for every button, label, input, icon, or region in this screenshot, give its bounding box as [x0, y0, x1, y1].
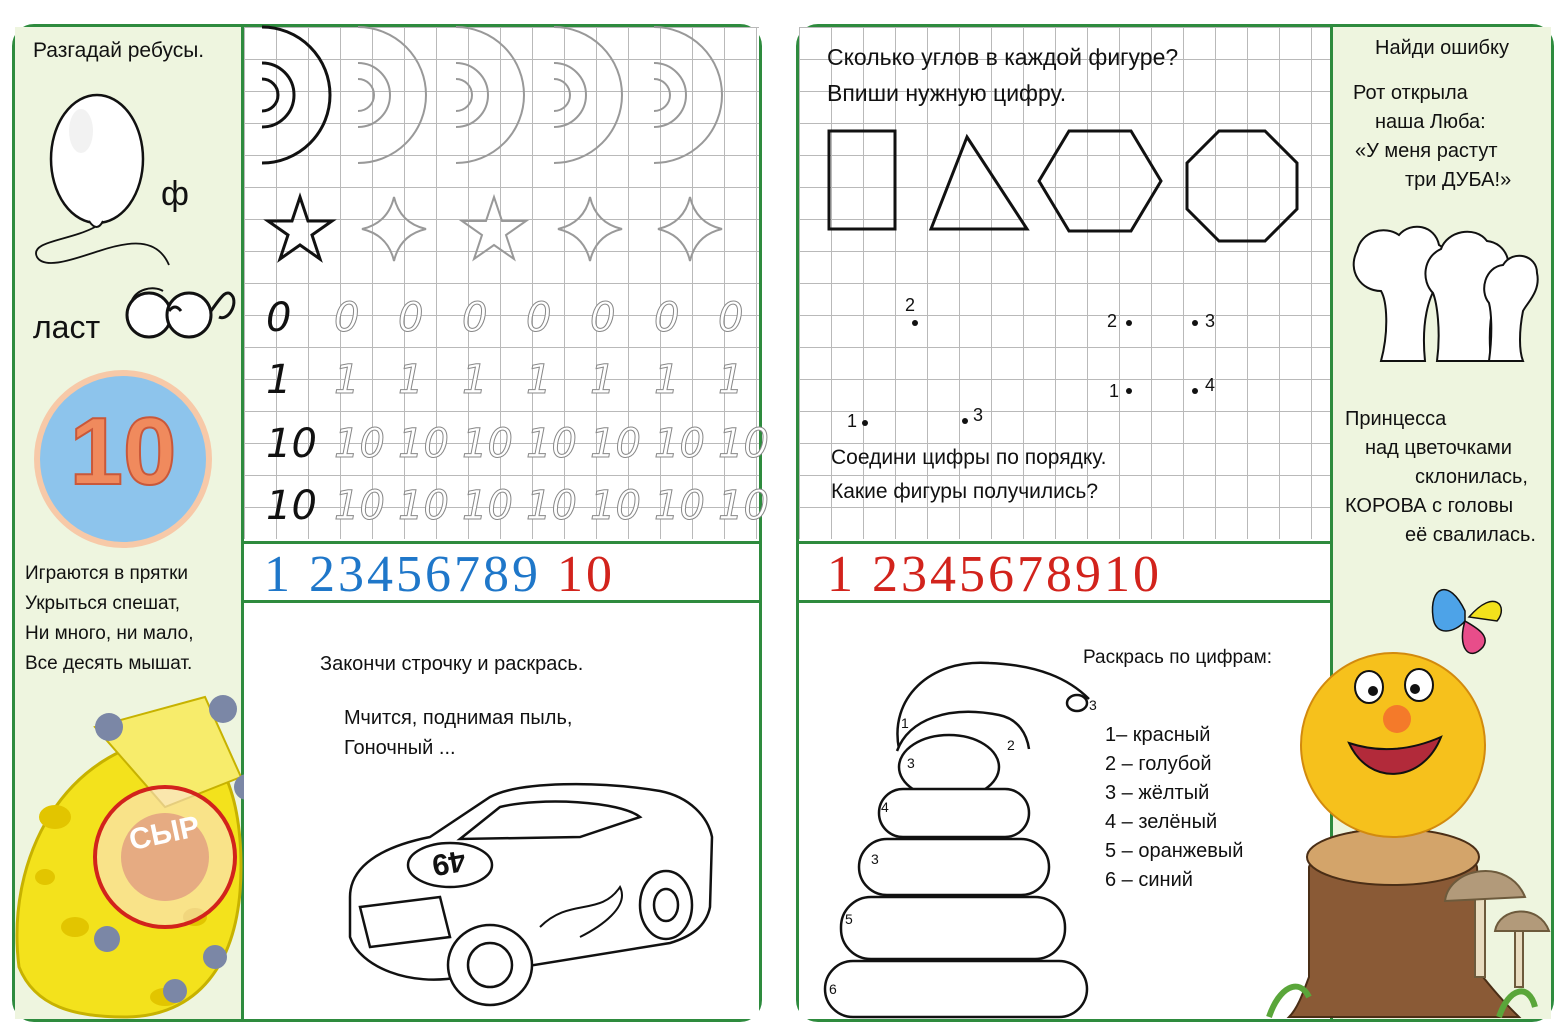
left-page	[12, 24, 769, 1022]
copy-row-trace: 10	[398, 421, 449, 467]
poem	[344, 703, 572, 763]
big-number: 10	[69, 398, 177, 505]
copy-row-trace: 10	[654, 421, 705, 467]
copy-row-trace: 1	[718, 357, 744, 403]
copy-row-trace: 0	[654, 295, 680, 341]
strip-digit: 7	[1017, 546, 1046, 603]
strip-digit: 2	[872, 546, 901, 603]
shapes-row	[799, 117, 1330, 247]
left-number-strip	[244, 541, 759, 603]
kolobok-icon	[1301, 653, 1485, 837]
copy-row-label: 10	[266, 483, 317, 529]
right-number-strip	[799, 541, 1330, 603]
rebus1-letter: ф	[161, 175, 189, 213]
strip-digit: 5	[959, 546, 988, 603]
copy-row-trace: 10	[334, 483, 385, 529]
rectangle-icon	[829, 131, 895, 229]
strip-digit: 7	[454, 546, 483, 603]
copy-row-trace: 1	[654, 357, 680, 403]
task-title: Закончи строчку и раскрась.	[320, 653, 584, 675]
copy-row-trace: 10	[590, 483, 641, 529]
strip-digit: 1	[264, 546, 293, 603]
find-error-title: Найди ошибку	[1375, 37, 1509, 59]
right-grid	[799, 27, 1330, 539]
strip-digit: 9	[512, 546, 541, 603]
copy-row-trace: 1	[590, 357, 616, 403]
strip-digit: 8	[483, 546, 512, 603]
strip-digit: 1	[827, 546, 856, 603]
copy-row-trace: 10	[462, 421, 513, 467]
strip-digit: 3	[338, 546, 367, 603]
car-icon	[340, 777, 720, 1007]
riddle-line: Укрыться спешат,	[25, 593, 181, 614]
copy-row-trace: 10	[590, 421, 641, 467]
poem-line: КОРОВА с головы	[1345, 495, 1514, 517]
dot-label: 4	[1205, 375, 1216, 395]
color-title: Раскрась по цифрам:	[1083, 647, 1272, 668]
legend-item: 2 – голубой	[1105, 753, 1212, 775]
poem-line: Мчится, поднимая пыль,	[344, 707, 573, 729]
strip-digit: 2	[309, 546, 338, 603]
stump-icon	[1269, 829, 1535, 1017]
poem-line: Гоночный ...	[344, 737, 456, 759]
rebus2-word: ласт	[33, 309, 101, 345]
right-page	[796, 24, 1554, 1022]
octagon-icon	[1187, 131, 1297, 241]
color-legend	[1105, 721, 1243, 895]
legend-item: 4 – зелёный	[1105, 811, 1218, 833]
dot-label: 1	[847, 411, 858, 431]
copy-row-trace: 10	[718, 421, 769, 467]
copy-row-trace: 1	[526, 357, 552, 403]
dot-label: 3	[973, 405, 984, 425]
pyramid-toy-icon	[819, 639, 1109, 1019]
copy-row-trace: 10	[526, 421, 577, 467]
toy-number: 6	[829, 981, 837, 997]
riddle-line: Ни много, ни мало,	[25, 623, 194, 644]
strip-digit: 5	[396, 546, 425, 603]
toy-number: 2	[1007, 737, 1015, 753]
copy-row-trace: 10	[654, 483, 705, 529]
dot-label: 2	[905, 295, 916, 315]
copy-row-label: 0	[266, 295, 292, 341]
strip-digit: 9	[1075, 546, 1104, 603]
copy-row-label: 10	[266, 421, 317, 467]
copy-row-trace: 0	[718, 295, 744, 341]
dot-label: 3	[1205, 311, 1216, 331]
dot-label: 1	[1109, 381, 1120, 401]
cheese-label: СЫР	[126, 809, 203, 858]
legend-item: 3 – жёлтый	[1105, 782, 1210, 804]
toy-number: 3	[1089, 697, 1097, 713]
connect-line: Какие фигуры получились?	[831, 480, 1099, 503]
question-line: Впиши нужную цифру.	[827, 80, 1067, 106]
toy-number: 5	[845, 911, 853, 927]
copy-row-label: 1	[266, 357, 292, 403]
rebus-title: Разгадай ребусы.	[33, 39, 205, 62]
dot-puzzle	[799, 287, 1330, 447]
poem-line: Принцесса	[1345, 408, 1447, 430]
kolobok-scene	[1269, 567, 1551, 1019]
toy-number: 3	[871, 851, 879, 867]
error-poem-1	[1333, 79, 1533, 195]
butterfly-icon	[1432, 590, 1501, 654]
poem-line: её свалилась.	[1405, 524, 1536, 546]
strip-digit: 4	[367, 546, 396, 603]
strip-digit: 6	[988, 546, 1017, 603]
legend-item: 5 – оранжевый	[1105, 840, 1244, 862]
riddle-line: Все десять мышат.	[25, 653, 193, 674]
star-icon	[268, 197, 332, 259]
cheese-mice-icon	[15, 667, 241, 1019]
poem-line: склонилась,	[1415, 466, 1528, 488]
toy-number: 1	[901, 715, 909, 731]
trees-icon	[1341, 211, 1541, 371]
hexagon-icon	[1039, 131, 1161, 231]
copy-row-trace: 0	[590, 295, 616, 341]
sparkle-shape	[558, 197, 622, 261]
sparkle-shape	[658, 197, 722, 261]
copy-row-trace: 0	[462, 295, 488, 341]
copy-row-trace: 10	[398, 483, 449, 529]
strip-digit: 10	[1104, 546, 1162, 603]
copy-row-trace: 0	[398, 295, 424, 341]
toy-number: 4	[881, 799, 889, 815]
poem-line: три ДУБА!»	[1405, 169, 1512, 191]
question-line: Сколько углов в каждой фигуре?	[827, 44, 1179, 70]
balloon-icon	[29, 81, 179, 291]
right-task-box	[799, 609, 1330, 1019]
left-task-box	[244, 609, 759, 1019]
poem-line: «У меня растут	[1355, 140, 1498, 162]
copy-row-trace: 10	[334, 421, 385, 467]
connect-line: Соедини цифры по порядку.	[831, 446, 1107, 469]
sparkle-shape	[362, 197, 426, 261]
copy-row-trace: 1	[334, 357, 360, 403]
copy-row-trace: 0	[526, 295, 552, 341]
toy-number: 3	[907, 755, 915, 771]
dot-label: 2	[1107, 311, 1118, 331]
poem-line: наша Люба:	[1375, 111, 1486, 133]
copy-row-trace: 1	[398, 357, 424, 403]
car-number: 49	[429, 843, 469, 882]
left-copy-grid	[244, 27, 769, 539]
strip-digit: 6	[425, 546, 454, 603]
legend-item: 1– красный	[1105, 724, 1211, 746]
poem-line: над цветочками	[1365, 437, 1512, 459]
strip-digit: 8	[1046, 546, 1075, 603]
strip-digit: 3	[901, 546, 930, 603]
copy-row-trace: 1	[462, 357, 488, 403]
question	[827, 39, 1178, 111]
semicircle-icon	[262, 27, 330, 163]
riddle	[25, 559, 194, 679]
riddle-line: Играются в прятки	[25, 563, 189, 584]
copy-row-trace: 10	[462, 483, 513, 529]
copy-row-trace: 10	[718, 483, 769, 529]
triangle-icon	[931, 137, 1027, 229]
legend-item: 6 – синий	[1105, 869, 1193, 891]
copy-row-trace: 10	[526, 483, 577, 529]
glasses-icon	[123, 267, 239, 347]
strip-digit: 4	[930, 546, 959, 603]
poem-line: Рот открыла	[1353, 82, 1468, 104]
left-sidebar	[15, 27, 244, 1019]
strip-digit: 10	[557, 546, 615, 603]
error-poem-2	[1333, 405, 1543, 550]
star-shape	[462, 197, 526, 259]
connect-instructions	[831, 441, 1107, 509]
copy-row-trace: 0	[334, 295, 360, 341]
